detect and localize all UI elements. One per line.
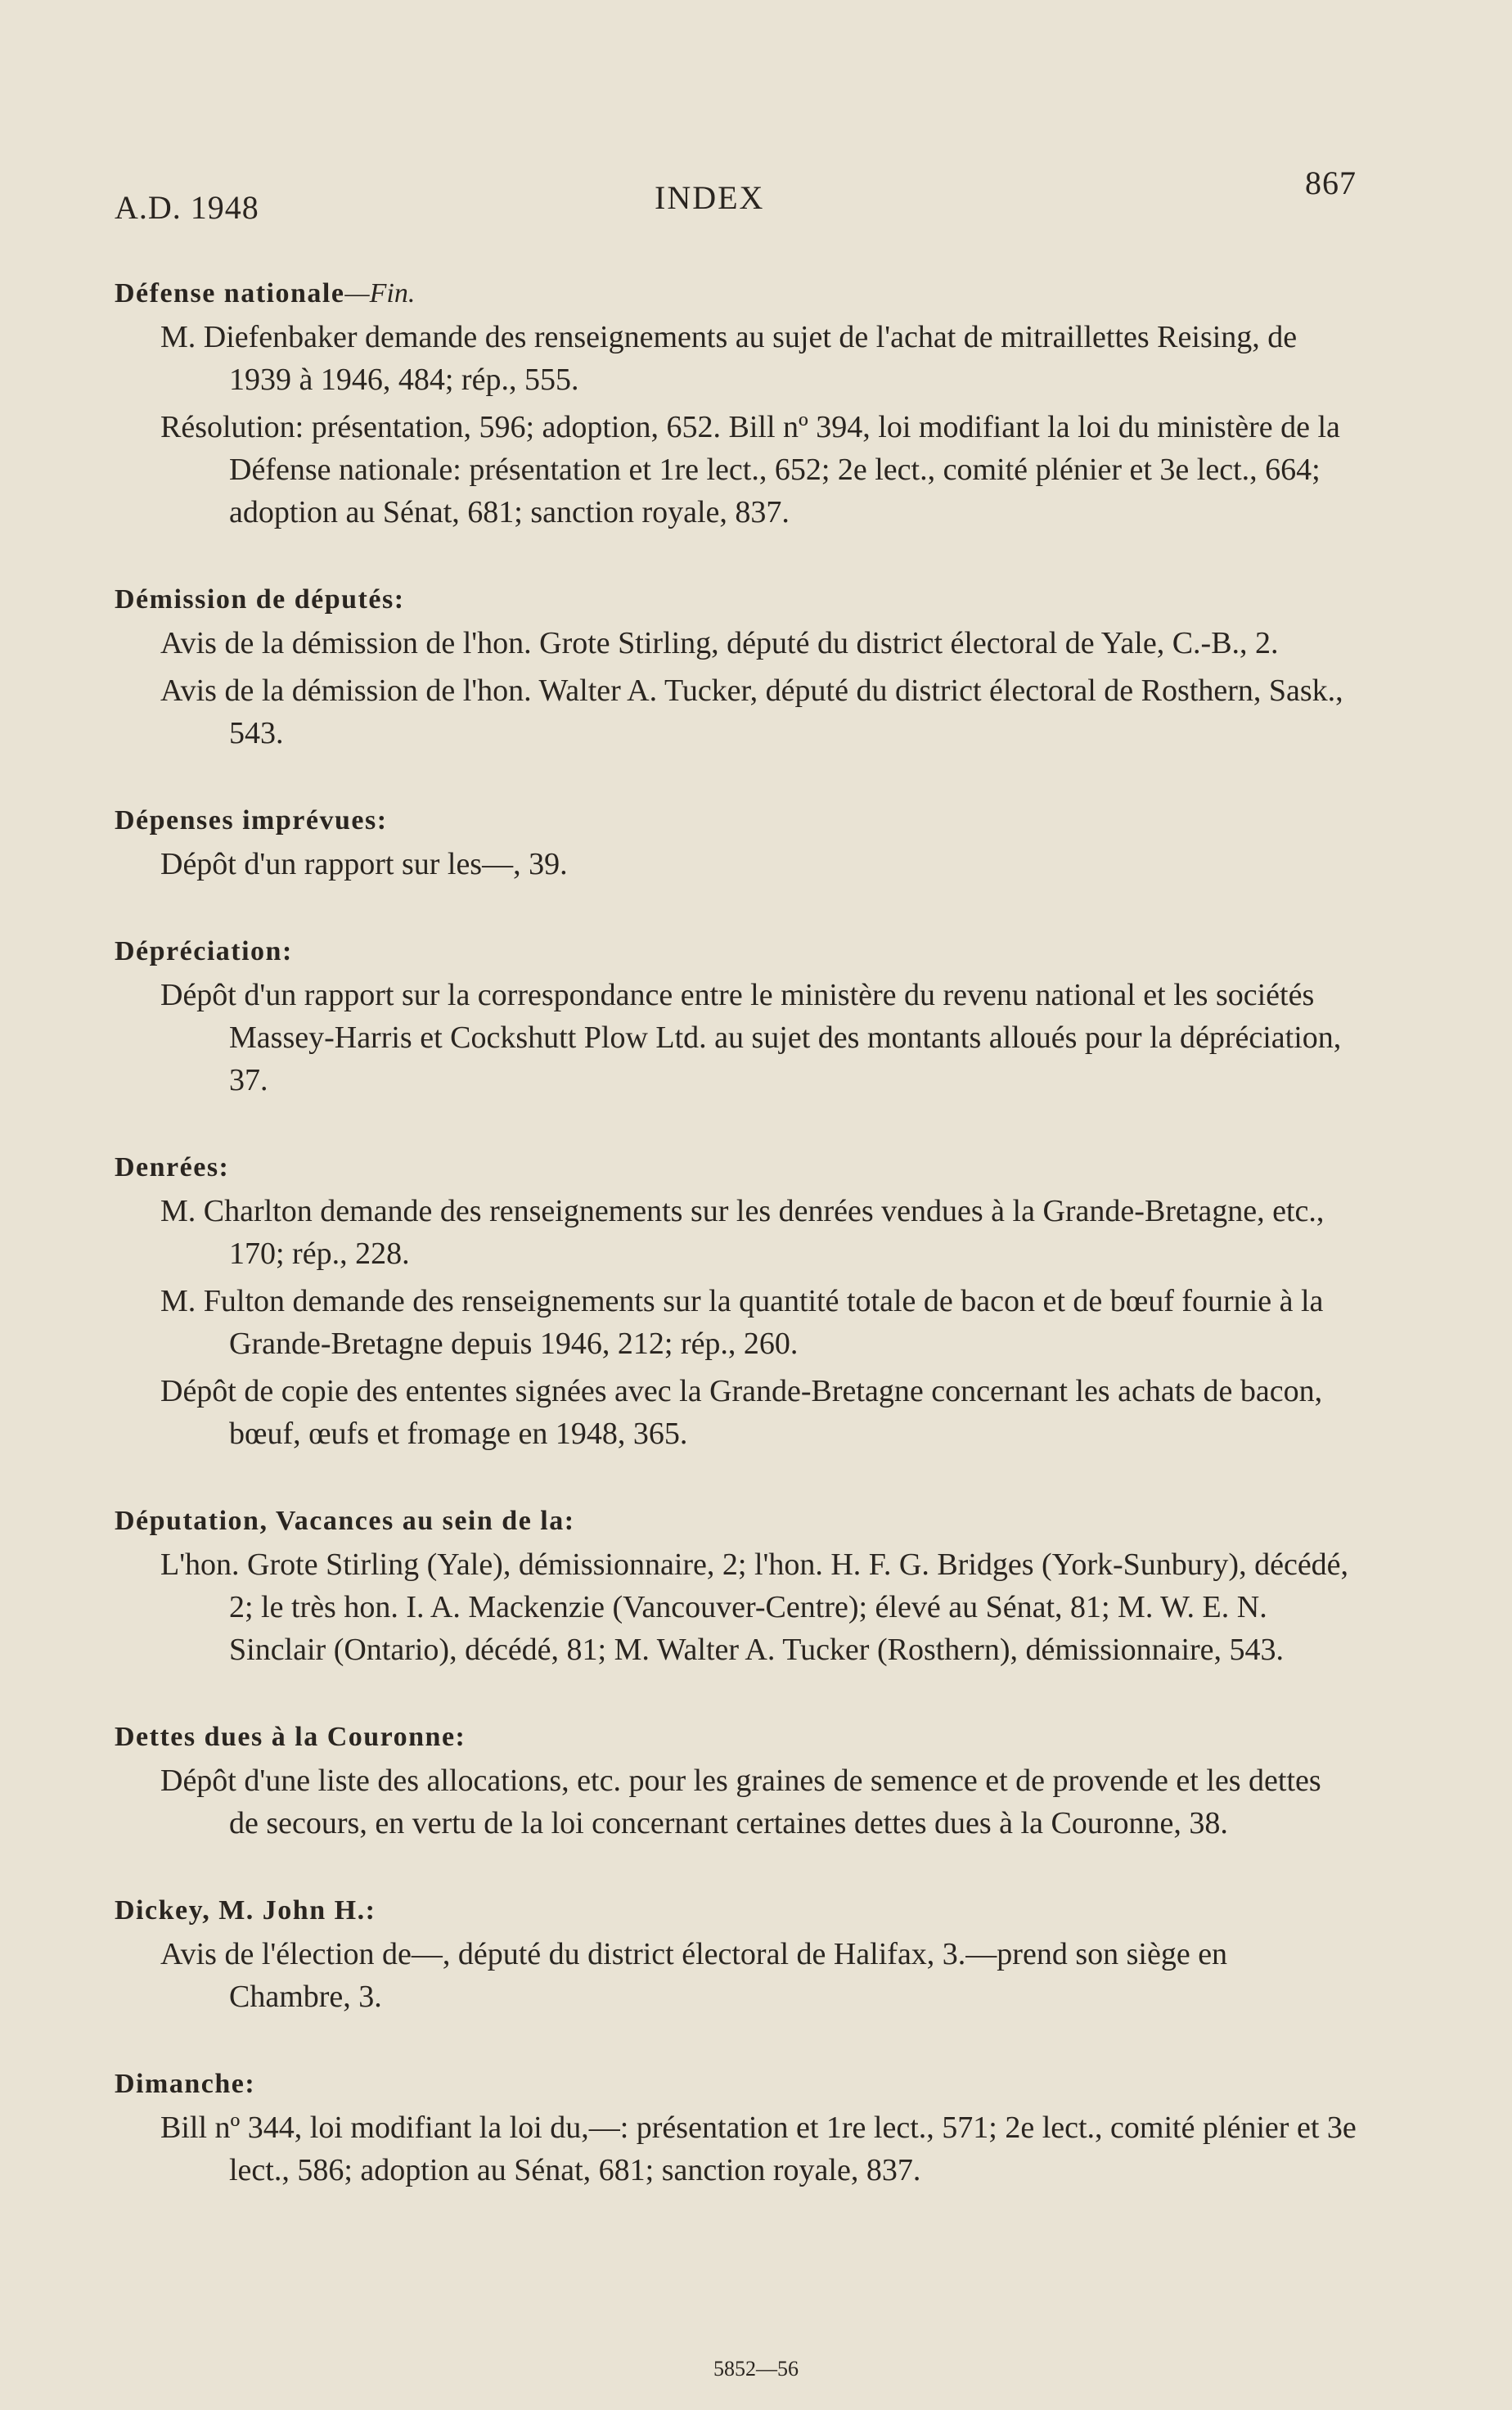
entry-item: M. Fulton demande des renseignements sur la quantité totale de bacon et de bœuf fournie à la Grande-Bretagne depuis 1946, 212; rép., 260. xyxy=(160,1284,1324,1361)
entry-item: Bill nº 344, loi modifiant la loi du,—: présentation et 1re lect., 571; 2e lect., comité plénier et 3e lect., 586; adoption au Sénat, 681; sanction royale, 837. xyxy=(160,2110,1357,2187)
entry-heading xyxy=(115,936,1357,967)
index-entries xyxy=(115,278,1357,2192)
entry-heading xyxy=(115,2069,1357,2100)
entry-item: Dépôt d'un rapport sur les—, 39. xyxy=(160,847,568,881)
header-title: INDEX xyxy=(655,179,765,216)
entry-item: M. Diefenbaker demande des renseignements au sujet de l'achat de mitraillettes Reising, de 1939 à 1946, 484; rép., 555. xyxy=(160,320,1298,397)
entry-heading xyxy=(115,278,1357,309)
entry-item: Dépôt d'un rapport sur la correspondance entre le ministère du revenu national et les sociétés Massey-Harris et Cockshutt Plow Ltd. au sujet des montants alloués pour la dépréciation, 37. xyxy=(160,978,1342,1097)
entry-heading-text: Démission de députés: xyxy=(115,584,405,615)
index-entry xyxy=(115,936,1357,1101)
entry-heading xyxy=(115,1895,1357,1926)
index-entry xyxy=(115,584,1357,755)
entry-item: M. Charlton demande des renseignements sur les denrées vendues à la Grande-Bretagne, etc., 170; rép., 228. xyxy=(160,1194,1325,1271)
index-entry xyxy=(115,1722,1357,1845)
entry-heading xyxy=(115,1152,1357,1183)
entry-item: Avis de la démission de l'hon. Walter A. Tucker, député du district électoral de Rosthern, Sask., 543. xyxy=(160,673,1343,750)
entry-heading-text: Dickey, M. John H.: xyxy=(115,1895,376,1926)
entry-item: Dépôt de copie des ententes signées avec la Grande-Bretagne concernant les achats de bacon, bœuf, œufs et fromage en 1948, 365. xyxy=(160,1374,1323,1451)
index-entry xyxy=(115,1506,1357,1671)
entry-heading-text: Députation, Vacances au sein de la: xyxy=(115,1506,575,1536)
index-entry xyxy=(115,2069,1357,2192)
entry-heading xyxy=(115,1722,1357,1753)
index-entry xyxy=(115,1152,1357,1455)
entry-heading xyxy=(115,1506,1357,1537)
entry-heading-text: Denrées: xyxy=(115,1152,230,1182)
entry-heading-text: Défense nationale xyxy=(115,278,345,309)
entry-heading-text: Dépréciation: xyxy=(115,936,293,966)
index-entry xyxy=(115,1895,1357,2018)
entry-heading-suffix: —Fin. xyxy=(344,278,416,309)
index-entry xyxy=(115,805,1357,885)
page-header xyxy=(115,164,1357,226)
entry-heading-text: Dépenses imprévues: xyxy=(115,805,388,836)
entry-item: Avis de la démission de l'hon. Grote Stirling, député du district électoral de Yale, C.-B., 2. xyxy=(160,626,1279,660)
entry-heading-text: Dimanche: xyxy=(115,2069,256,2099)
entry-item: Résolution: présentation, 596; adoption, 652. Bill nº 394, loi modifiant la loi du ministère de la Défense nationale: présentation et 1re lect., 652; 2e lect., comité plénier et 3e lect., 664; adoption au Sénat, 681; sanction royale, 837. xyxy=(160,410,1340,529)
entry-heading xyxy=(115,584,1357,615)
header-year: A.D. 1948 xyxy=(115,189,259,226)
entry-item: Avis de l'élection de—, député du district électoral de Halifax, 3.—prend son siège en Chambre, 3. xyxy=(160,1937,1228,2014)
index-entry xyxy=(115,278,1357,534)
entry-item: L'hon. Grote Stirling (Yale), démissionnaire, 2; l'hon. H. F. G. Bridges (York-Sunbury), décédé, 2; le très hon. I. A. Mackenzie (Vancouver-Centre); élevé au Sénat, 81; M. W. E. N. Sinclair (Ontario), décédé, 81; M. Walter A. Tucker (Rosthern), démissionnaire, 543. xyxy=(160,1547,1349,1667)
entry-heading xyxy=(115,805,1357,836)
entry-heading-text: Dettes dues à la Couronne: xyxy=(115,1722,466,1752)
footer-signature: 5852—56 xyxy=(713,2357,799,2381)
page-number: 867 xyxy=(1305,164,1357,201)
entry-item: Dépôt d'une liste des allocations, etc. pour les graines de semence et de provende et les dettes de secours, en vertu de la loi concernant certaines dettes dues à la Couronne, 38. xyxy=(160,1764,1321,1840)
